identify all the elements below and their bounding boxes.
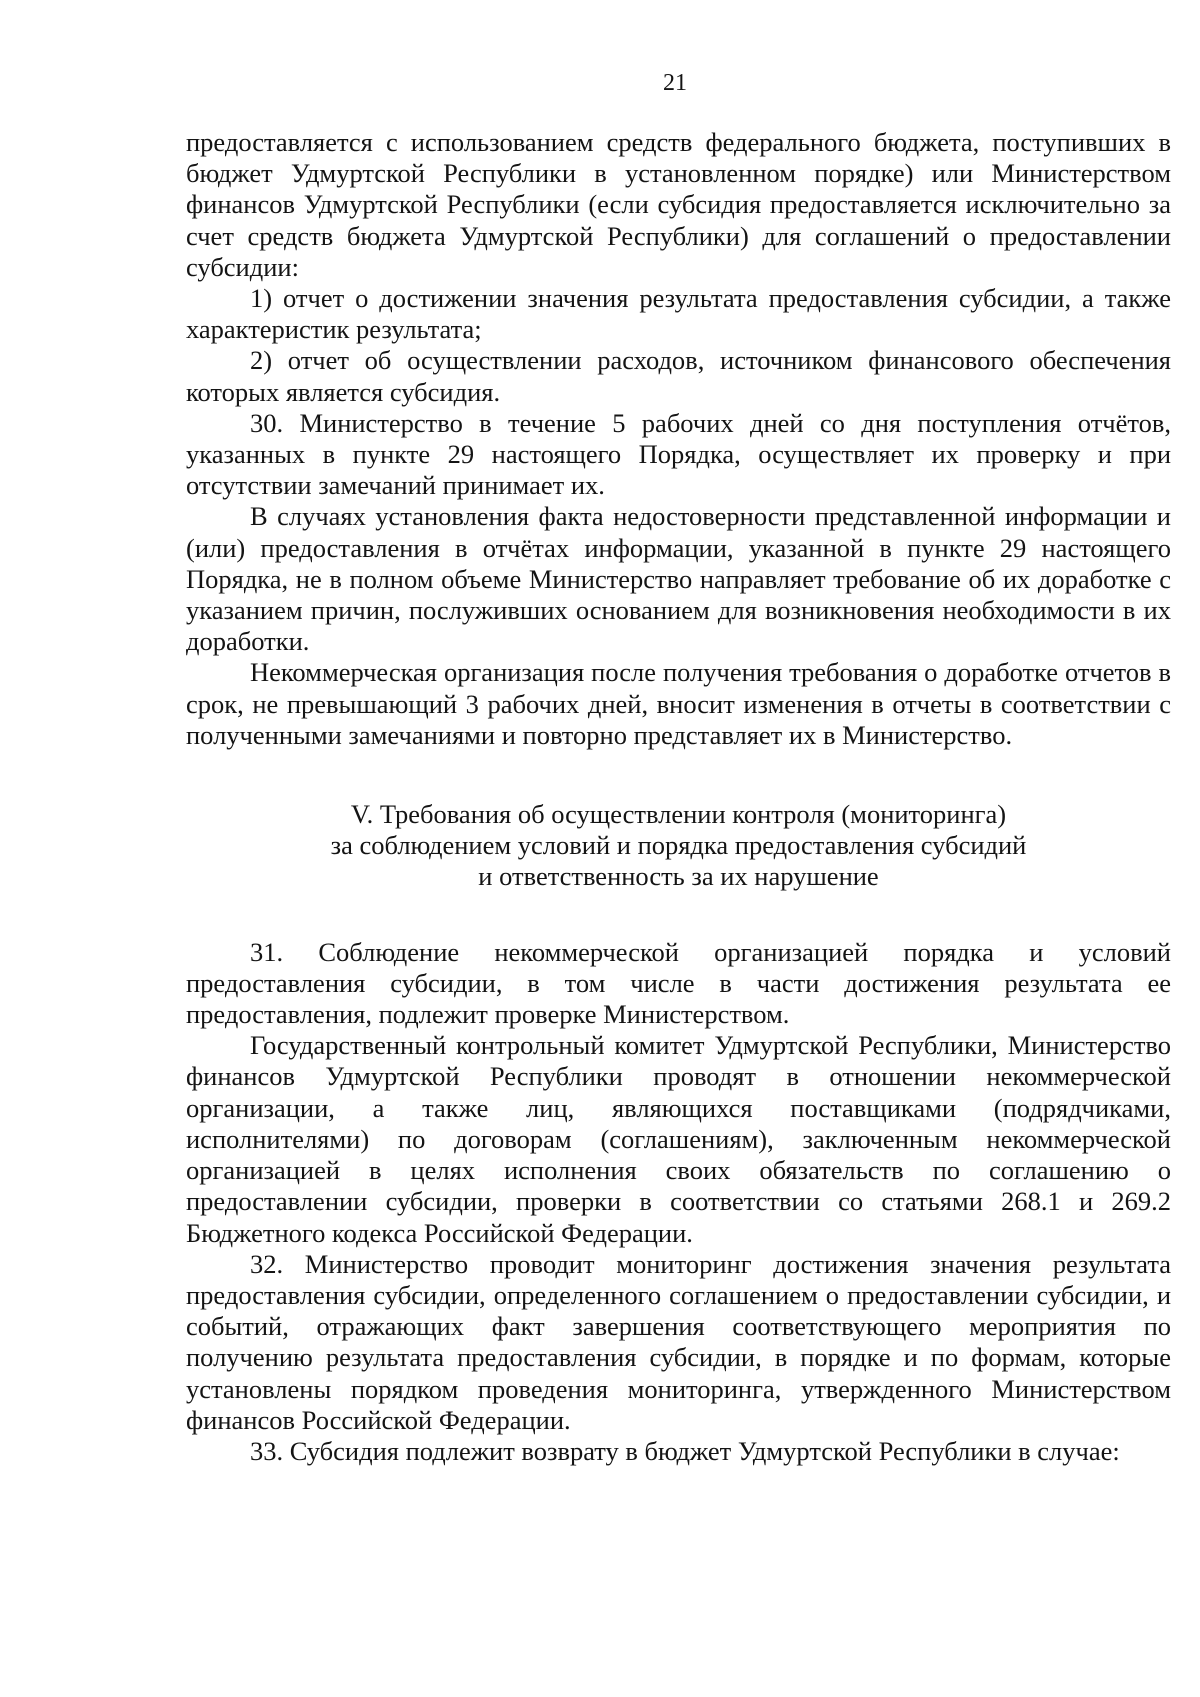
page-number: 21 [663,70,687,96]
document-body [186,127,1171,1467]
section-heading-line-1: V. Требования об осуществлении контроля (мониторинга) [350,799,1007,830]
section-heading-line-2: за соблюдением условий и порядка предоставления субсидий [330,830,1027,861]
paragraph-continuation: предоставляется с использованием средств федерального бюджета, поступивших в бюджет Удмуртской Республики в установленном порядке) или Министерством финансов Удмуртской Республики (если субсидия предоставляется исключительно за счет средств бюджета Удмуртской Республики) для соглашений о предоставлении субсидии: [186,127,1171,282]
list-item-report-result: 1) отчет о достижении значения результата предоставления субсидии, а также характеристик результата; [186,283,1171,345]
paragraph-report-revision: Некоммерческая организация после получения требования о доработке отчетов в срок, не превышающий 3 рабочих дней, вносит изменения в отчеты в соответствии с полученными замечаниями и повторно представляет их в Министерство. [186,657,1171,750]
paragraph-clause-32: 32. Министерство проводит мониторинг достижения значения результата предоставления субсидии, определенного соглашением о предоставлении субсидии, и событий, отражающих факт завершения соответствующего мероприятия по получению результата предоставления субсидии, в порядке и по формам, которые установлены порядком проведения мониторинга, утвержденного Министерством финансов Российской Федерации. [186,1248,1171,1435]
paragraph-state-control: Государственный контрольный комитет Удмуртской Республики, Министерство финансов Удмуртской Республики проводят в отношении некоммерческой организации, а также лиц, являющихся поставщиками (подрядчиками, исполнителями) по договорам (соглашениям), заключенным некоммерческой организацией в целях исполнения своих обязательств по соглашению о предоставлении субсидии, проверки в соответствии со статьями 268.1 и 269.2 Бюджетного кодекса Российской Федерации. [186,1030,1171,1248]
list-item-report-expenses: 2) отчет об осуществлении расходов, источником финансового обеспечения которых является субсидия. [186,345,1171,407]
paragraph-clause-33: 33. Субсидия подлежит возврату в бюджет Удмуртской Республики в случае: [250,1435,1120,1466]
section-heading [186,799,1171,893]
section-heading-line-3: и ответственность за их нарушение [478,861,879,892]
paragraph-inaccuracy-cases: В случаях установления факта недостоверности представленной информации и (или) предоставления в отчётах информации, указанной в пункте 29 настоящего Порядка, не в полном объеме Министерство направляет требование об их доработке с указанием причин, послуживших основанием для возникновения необходимости в их доработки. [186,501,1171,657]
paragraph-clause-30: 30. Министерство в течение 5 рабочих дней со дня поступления отчётов, указанных в пункте 29 настоящего Порядка, осуществляет их проверку и при отсутствии замечаний принимает их. [186,407,1171,501]
paragraph-clause-31: 31. Соблюдение некоммерческой организацией порядка и условий предоставления субсидии, в том числе в части достижения результата ее предоставления, подлежит проверке Министерством. [186,936,1171,1030]
